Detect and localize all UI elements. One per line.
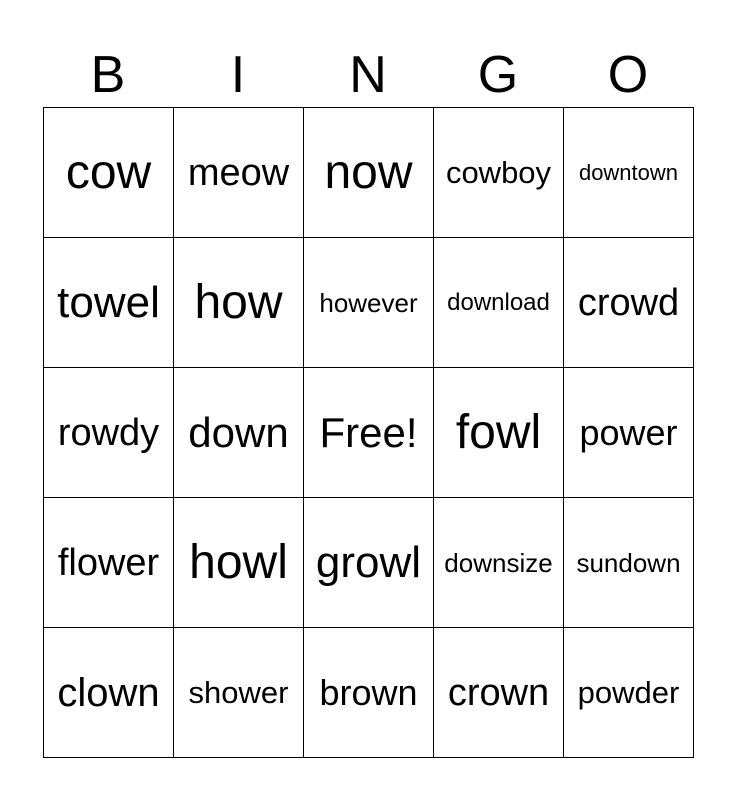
- header-letter-g: G: [477, 46, 519, 104]
- bingo-cell[interactable]: now: [304, 108, 434, 238]
- bingo-cell[interactable]: brown: [304, 628, 434, 758]
- bingo-cell[interactable]: download: [434, 238, 564, 368]
- bingo-cell[interactable]: crown: [434, 628, 564, 758]
- bingo-cell[interactable]: towel: [44, 238, 174, 368]
- bingo-cell[interactable]: fowl: [434, 368, 564, 498]
- bingo-cell[interactable]: meow: [174, 108, 304, 238]
- bingo-board: [43, 107, 694, 758]
- bingo-cell[interactable]: power: [564, 368, 694, 498]
- header-letter-i: I: [230, 46, 246, 104]
- header-letter-n: N: [349, 46, 387, 104]
- bingo-cell[interactable]: how: [174, 238, 304, 368]
- bingo-cell[interactable]: downtown: [564, 108, 694, 238]
- bingo-cell[interactable]: cow: [44, 108, 174, 238]
- free-space[interactable]: Free!: [304, 368, 434, 498]
- bingo-header: [43, 44, 693, 106]
- bingo-cell[interactable]: crowd: [564, 238, 694, 368]
- bingo-cell[interactable]: sundown: [564, 498, 694, 628]
- bingo-cell[interactable]: shower: [174, 628, 304, 758]
- bingo-cell[interactable]: clown: [44, 628, 174, 758]
- header-letter-b: B: [90, 46, 126, 104]
- bingo-cell[interactable]: howl: [174, 498, 304, 628]
- bingo-cell[interactable]: cowboy: [434, 108, 564, 238]
- header-letter-o: O: [607, 46, 649, 104]
- bingo-cell[interactable]: powder: [564, 628, 694, 758]
- bingo-cell[interactable]: downsize: [434, 498, 564, 628]
- bingo-cell[interactable]: flower: [44, 498, 174, 628]
- bingo-cell[interactable]: growl: [304, 498, 434, 628]
- bingo-cell[interactable]: down: [174, 368, 304, 498]
- bingo-cell[interactable]: rowdy: [44, 368, 174, 498]
- bingo-cell[interactable]: however: [304, 238, 434, 368]
